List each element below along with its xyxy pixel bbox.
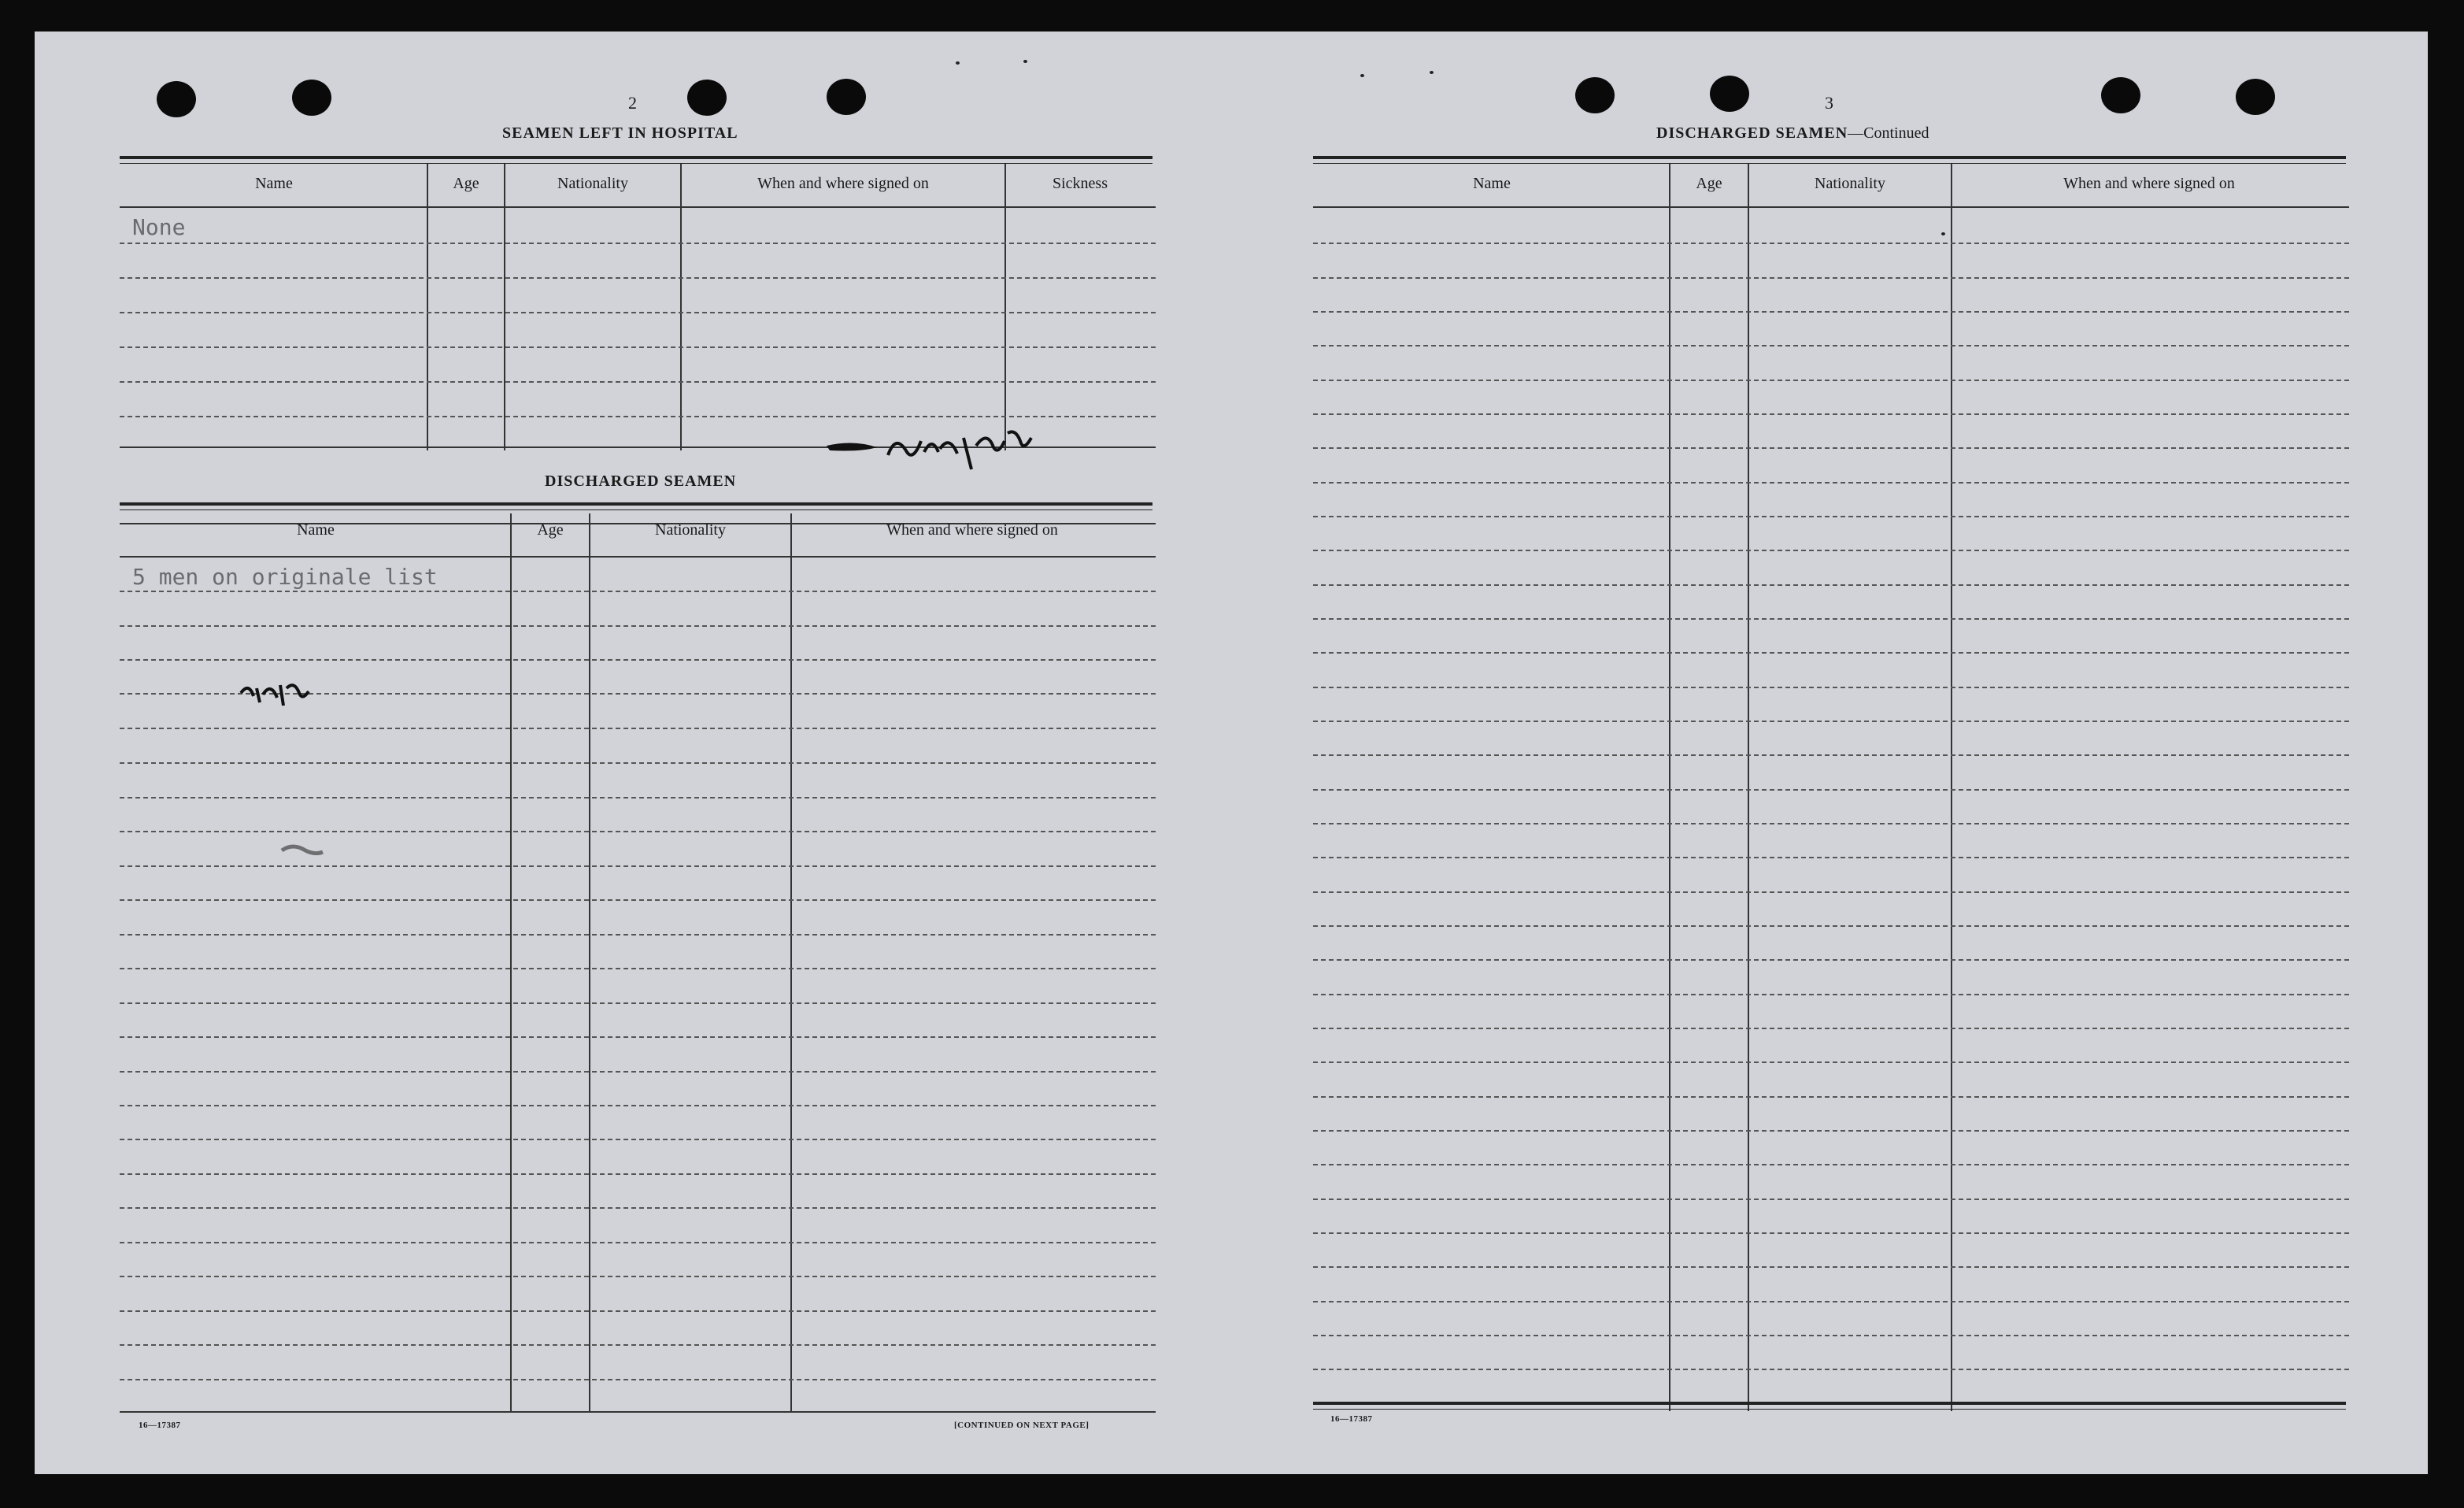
col-header-signed-on: When and where signed on [757,175,929,192]
page-number: 3 [1825,93,1833,113]
col-header-nationality: Nationality [1815,175,1885,192]
col-header-nationality: Nationality [655,521,726,539]
form-number: 16—17387 [1330,1414,1373,1424]
punch-hole [292,80,331,116]
col-header-name: Name [1473,175,1511,192]
table-rule [120,502,1152,510]
table-rule [1313,156,2346,164]
hospital-section-title: SEAMEN LEFT IN HOSPITAL [502,124,738,142]
discharged-continued-title [1656,124,1929,143]
col-header-name: Name [255,175,293,192]
continued-note: [CONTINUED ON NEXT PAGE] [954,1421,1090,1430]
discharged-entry-name: 5 men on originale list [132,564,438,590]
col-header-name: Name [297,521,335,539]
col-header-signed-on: When and where signed on [2063,175,2235,192]
col-header-age: Age [537,521,564,539]
col-header-sickness: Sickness [1053,175,1108,192]
col-header-nationality: Nationality [557,175,628,192]
page-number: 2 [628,93,637,113]
col-header-age: Age [453,175,479,192]
ink-smudge [279,838,326,861]
handwritten-place [822,417,1042,488]
title-suffix: —Continued [1848,124,1929,142]
punch-hole [687,80,727,116]
punch-hole [157,81,196,117]
discharged-section-title: DISCHARGED SEAMEN [545,472,737,490]
title-main: DISCHARGED SEAMEN [1656,124,1848,142]
manifest-sheet [35,31,2428,1474]
table-rule [120,156,1152,164]
table-rule [1313,1402,2346,1410]
punch-hole [827,79,866,115]
col-header-age: Age [1696,175,1722,192]
punch-hole [2101,77,2140,113]
punch-hole [1575,77,1615,113]
form-number: 16—17387 [139,1421,181,1430]
handwritten-mark [236,669,323,717]
punch-hole [2236,79,2275,115]
punch-hole [1710,76,1749,112]
hospital-entry-name: None [132,214,186,240]
col-header-signed-on: When and where signed on [886,521,1058,539]
